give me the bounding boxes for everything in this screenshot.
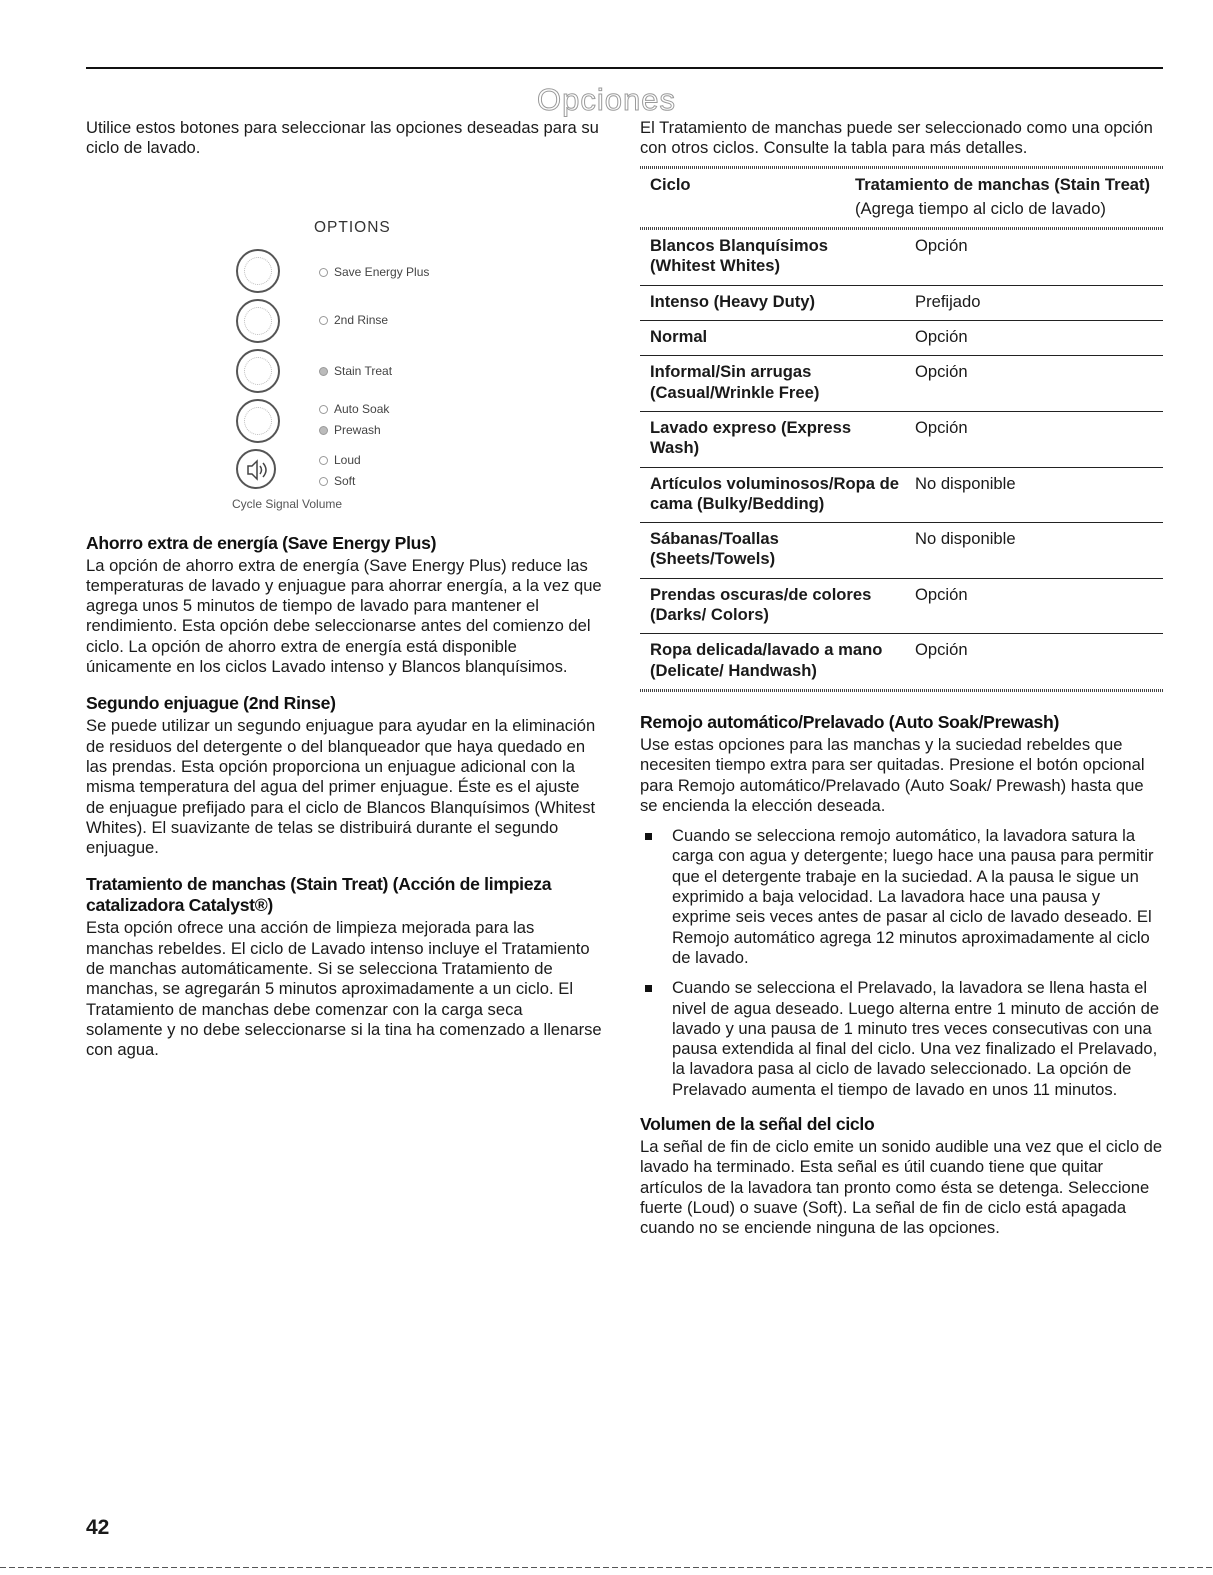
cycle-cell: Lavado expreso (Express Wash) <box>640 411 915 467</box>
option-stain-treat-label: Stain Treat <box>319 364 392 378</box>
cycle-cell: Ropa delicada/lavado a mano (Delicate/ Handwash) <box>640 634 915 689</box>
section-body: Se puede utilizar un segundo enjuague para ayudar en la eliminación de residuos del detergente o del blanqueador que haya quedado en las prendas. Esta opción proporciona un enjuague adicional con la misma temperatura del agua del primer enjuague. Éste es el ajuste de enjuague prefijado para el ciclo de Blancos Blanquísimos (Whitest Whites). El suavizante de telas se distribuirá durante el segundo enjuague. <box>86 716 596 858</box>
section-heading: Segundo enjuague (2nd Rinse) <box>86 693 336 714</box>
list-item: Cuando se selecciona remojo automático, la lavadora satura la carga con agua y detergente; luego hace una pausa para permitir que el detergente trabaje en la suciedad. A la pausa le sigue un exprimido a baja velocidad. La lavadora hace una pausa y exprime seis veces antes de pasar al ciclo de lavado deseado. El Remojo automático agrega 12 minutos aproximadamente al ciclo de lavado. <box>640 826 1163 968</box>
section-heading: Tratamiento de manchas (Stain Treat) (Acción de limpieza catalizadora Catalyst®) <box>86 874 552 916</box>
soak-prewash-button-icon <box>236 399 280 443</box>
section-cycle-signal <box>640 1114 1163 1238</box>
option-save-energy-label: Save Energy Plus <box>319 265 429 279</box>
value-cell: Opción <box>915 321 1163 356</box>
value-cell: No disponible <box>915 467 1163 523</box>
cycle-cell: Intenso (Heavy Duty) <box>640 285 915 320</box>
left-intro: Utilice estos botones para seleccionar las opciones deseadas para su ciclo de lavado. <box>86 118 599 158</box>
right-column <box>640 118 1163 1238</box>
section-heading: Ahorro extra de energía (Save Energy Plus) <box>86 532 437 553</box>
table-row <box>640 467 1163 523</box>
column-header-cycle: Ciclo <box>650 174 691 194</box>
options-panel-title: OPTIONS <box>314 218 391 236</box>
option-auto-soak-label: Auto Soak <box>319 402 389 416</box>
section-body: Esta opción ofrece una acción de limpieza mejorada para las manchas rebeldes. El ciclo de Lavado intenso incluye el Tratamiento de manchas automáticamente. Si se selecciona Tratamiento de manchas, se agregarán 5 minutos aproximadamente a un ciclo. El Tratamiento de manchas debe comenzar con la carga seca solamente y no debe seleccionarse si la tina ha comenzado a llenarse con agua. <box>86 918 602 1060</box>
value-cell: Opción <box>915 411 1163 467</box>
value-cell: Opción <box>915 578 1163 634</box>
table-row <box>640 523 1163 579</box>
table-row <box>640 411 1163 467</box>
section-heading: Volumen de la señal del ciclo <box>640 1113 875 1134</box>
cycle-cell: Blancos Blanquísimos (Whitest Whites) <box>650 236 828 276</box>
section-body: La opción de ahorro extra de energía (Save Energy Plus) reduce las temperaturas de lavado y enjuague para ahorrar energía, a la vez que agrega unos 5 minutos de tiempo de lavado para mantener el rendimiento. Esta opción debe seleccionarse antes del comienzo del ciclo. La opción de ahorro extra de energía está disponible únicamente en los ciclos Lavado intenso y Blancos blanquísimos. <box>86 555 602 677</box>
led-icon <box>319 477 328 486</box>
led-icon <box>319 268 328 277</box>
section-save-energy <box>86 533 602 678</box>
table-row <box>640 285 1163 320</box>
second-rinse-button-icon <box>236 299 280 343</box>
options-panel-illustration <box>86 169 602 511</box>
top-rule <box>86 67 1163 69</box>
list-item: Cuando se selecciona el Prelavado, la lavadora se llena hasta el nivel de agua deseado. Luego alterna entre 1 minuto de acción de lavado y una pausa de 1 minuto tres veces consecutivas con una pausa extendida al final del ciclo. Una vez finalizado el Prelavado, la lavadora pasa al ciclo de lavado seleccionado. La opción de Prelavado aumenta el tiempo de lavado en unos 11 minutos. <box>640 978 1163 1100</box>
page-title: Opciones <box>537 82 676 117</box>
right-intro: El Tratamiento de manchas puede ser seleccionado como una opción con otros ciclos. Consulte la tabla para más detalles. <box>640 118 1153 158</box>
soak-bullet-list <box>640 826 1163 1100</box>
stain-treat-table <box>640 169 1163 228</box>
stain-treat-button-icon <box>236 349 280 393</box>
table-row <box>640 634 1163 689</box>
stain-treat-table-body <box>640 230 1163 689</box>
led-lit-icon <box>319 367 328 376</box>
led-icon <box>319 456 328 465</box>
table-row <box>640 230 1163 285</box>
table-row <box>640 321 1163 356</box>
column-subheader: (Agrega tiempo al ciclo de lavado) <box>855 198 1106 218</box>
led-lit-icon <box>319 426 328 435</box>
value-cell: Prefijado <box>915 285 1163 320</box>
table-row <box>640 578 1163 634</box>
page-number: 42 <box>86 1516 110 1539</box>
option-prewash-label: Prewash <box>319 423 381 437</box>
led-icon <box>319 405 328 414</box>
bottom-rule <box>0 1567 1213 1568</box>
column-header-stain-treat: Tratamiento de manchas (Stain Treat) (Agrega tiempo al ciclo de lavado) <box>855 169 1163 228</box>
section-stain-treat <box>86 874 602 1060</box>
table-bottom-rule <box>640 689 1163 692</box>
cycle-signal-volume-caption: Cycle Signal Volume <box>232 496 343 511</box>
cycle-cell: Artículos voluminosos/Ropa de cama (Bulky/Bedding) <box>640 467 915 523</box>
cycle-cell: Prendas oscuras/de colores (Darks/ Colors) <box>640 578 915 634</box>
cycle-cell: Normal <box>640 321 915 356</box>
led-icon <box>319 316 328 325</box>
value-cell: Opción <box>915 236 968 256</box>
value-cell: Opción <box>915 356 1163 412</box>
left-column <box>86 118 602 1061</box>
cycle-cell: Sábanas/Toallas (Sheets/Towels) <box>640 523 915 579</box>
value-cell: Opción <box>915 634 1163 689</box>
section-body: Use estas opciones para las manchas y la suciedad rebeldes que necesiten tiempo extra para ser quitadas. Presione el botón opcional para Remojo automático/Prelavado (Auto Soak/ Prewash) hasta que se encienda la elección deseada. <box>640 734 1145 815</box>
option-2nd-rinse-label: 2nd Rinse <box>319 313 388 327</box>
table-header-row <box>640 169 1163 228</box>
save-energy-button-icon <box>236 249 280 293</box>
section-auto-soak-prewash <box>640 712 1163 1100</box>
section-heading: Remojo automático/Prelavado (Auto Soak/Prewash) <box>640 711 1060 732</box>
table-row <box>640 356 1163 412</box>
option-loud-label: Loud <box>319 453 361 467</box>
speaker-icon <box>236 449 276 489</box>
option-soft-label: Soft <box>319 474 355 488</box>
value-cell: No disponible <box>915 523 1163 579</box>
section-2nd-rinse <box>86 693 602 858</box>
cycle-cell: Informal/Sin arrugas (Casual/Wrinkle Free) <box>640 356 915 412</box>
section-body: La señal de fin de ciclo emite un sonido audible una vez que el ciclo de lavado ha terminado. Esta señal es útil cuando tiene que quitar artículos de la lavadora tan pronto como ésta se detenga. Seleccione fuerte (Loud) o suave (Soft). La señal de fin de ciclo está apagada cuando no se enciende ninguna de las opciones. <box>640 1136 1163 1238</box>
